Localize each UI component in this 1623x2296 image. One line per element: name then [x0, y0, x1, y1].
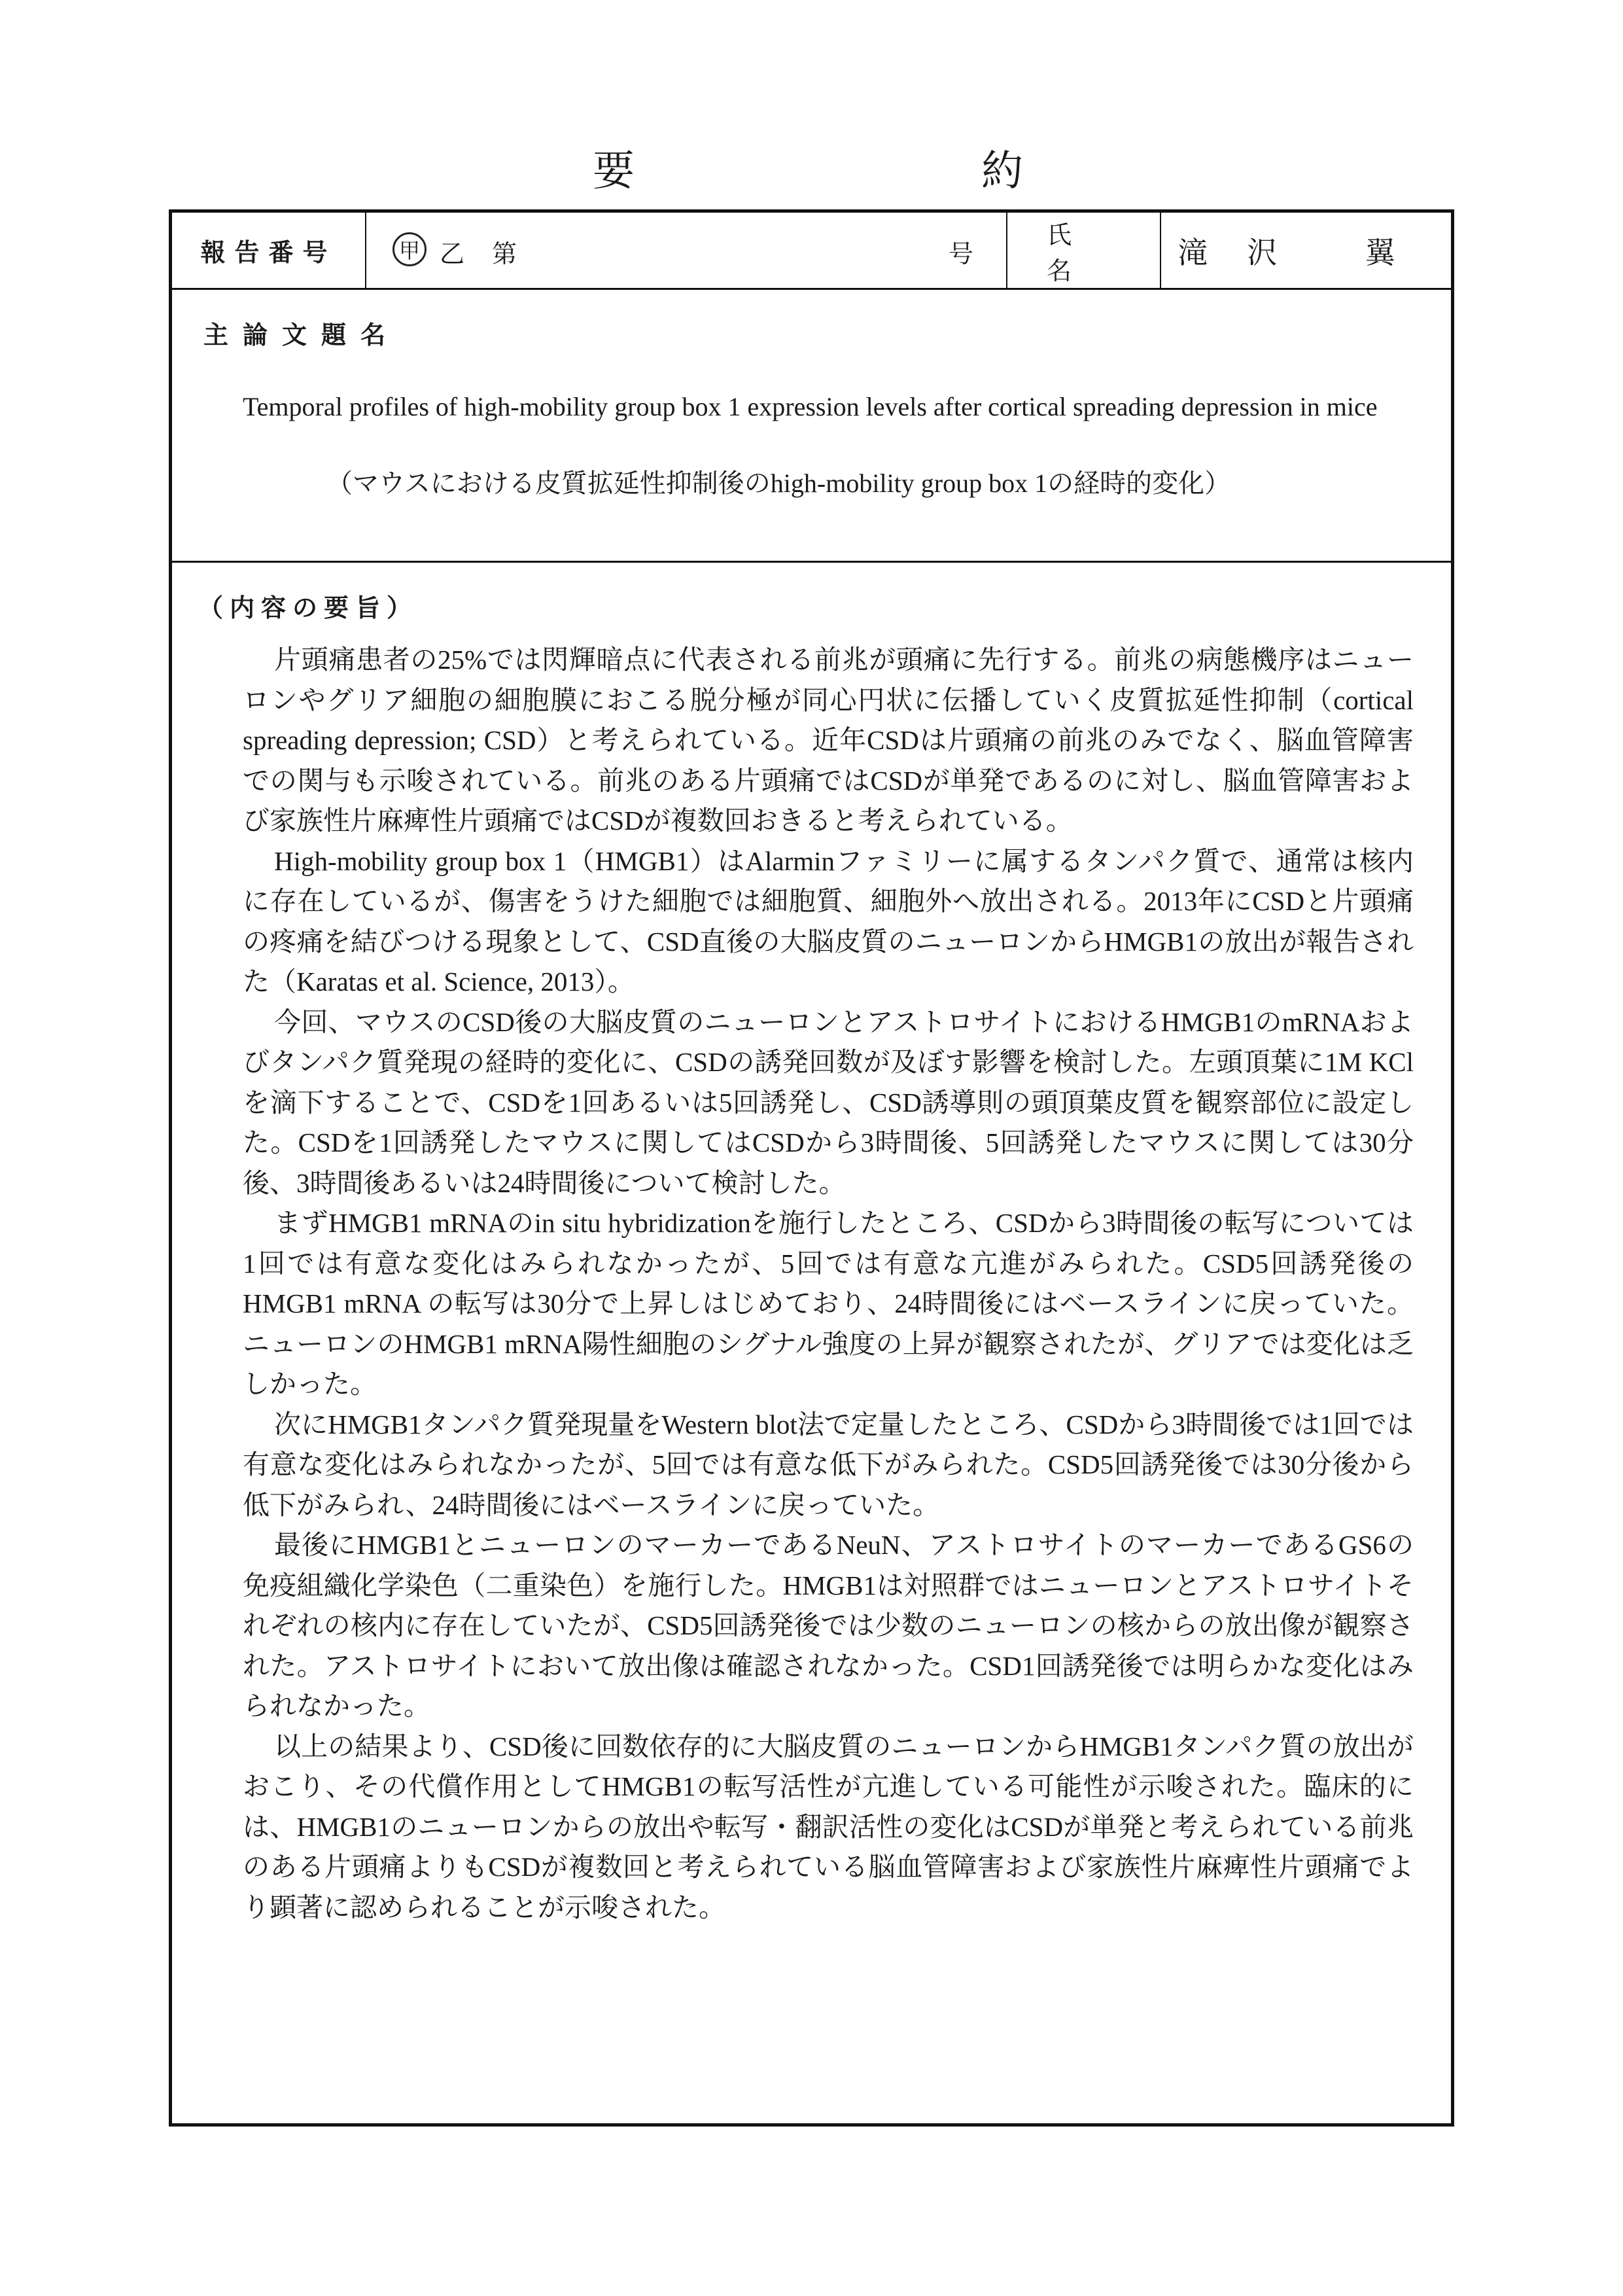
summary-paragraph: 今回、マウスのCSD後の大脳皮質のニューロンとアストロサイトにおけるHMGB1のmRNAおよびタンパク質発現の経時的変化に、CSDの誘発回数が及ぼす影響を検討した。左頭頂葉に1M KClを滴下することで、CSDを1回あるいは5回誘発し、CSD誘導則の頭頂葉皮質を観察部位に設定した。CSDを1回誘発したマウスに関してはCSDから3時間後、5回誘発したマウスに関しては30分後、3時間後あるいは24時間後について検討した。 [243, 1006, 1414, 1198]
report-number-label: 報告番号 [172, 213, 366, 288]
report-number-field [366, 213, 1007, 288]
thesis-title-japanese: （マウスにおける皮質拡延性抑制後のhigh-mobility group box 1の経時的変化） [326, 468, 1231, 498]
summary-paragraph: 次にHMGB1タンパク質発現量をWestern blot法で定量したところ、CSDから3時間後では1回では有意な変化はみられなかったが、5回では有意な低下がみられた。CSD5回誘発後では30分後から低下がみられ、24時間後にはベースラインに戻っていた。 [243, 1409, 1414, 1520]
name-label: 氏名 [1007, 213, 1161, 288]
page-title [0, 137, 1623, 209]
thesis-title-english: Temporal profiles of high-mobility group box 1 expression levels after cortical spreading depression in mice [243, 392, 1378, 421]
author-name: 滝沢 翼 [1178, 234, 1435, 270]
kou-circled-symbol: 甲 [393, 232, 427, 266]
summary-paragraph: High-mobility group box 1（HMGB1）はAlarminファミリーに属するタンパク質で、通常は核内に存在しているが、傷害をうけた細胞では細胞質、細胞外へ放出される。2013年にCSDと片頭痛の疼痛を結びつける現象として、CSD直後の大脳皮質のニューロンからHMGB1の放出が報告された（Karatas et al. Science, 2013）。 [243, 845, 1414, 997]
thesis-title-label: 主論文題名 [203, 321, 400, 349]
summary-paragraph: 最後にHMGB1とニューロンのマーカーであるNeuN、アストロサイトのマーカーであるGS6の免疫組織化学染色（二重染色）を施行した。HMGB1は対照群ではニューロンとアストロサイトそれぞれの核内に存在していたが、CSD5回誘発後では少数のニューロンの核からの放出像が観察された。アストロサイトにおいて放出像は確認されなかった。CSD1回誘発後では明らかな変化はみられなかった。 [243, 1530, 1414, 1721]
go-label: 号 [949, 239, 974, 268]
title-char-1: 要 [593, 147, 635, 196]
summary-label: （内容の要旨） [198, 593, 419, 622]
summary-body [243, 640, 1414, 1928]
dai-label: 第 [492, 239, 517, 268]
summary-paragraph: 片頭痛患者の25%では閃輝暗点に代表される前兆が頭痛に先行する。前兆の病態機序はニューロンやグリア細胞の細胞膜におこる脱分極が同心円状に伝播していく皮質拡延性抑制（cortical spreading depression; CSD）と考えられている。近年CSDは片頭痛の前兆のみでなく、脳血管障害での関与も示唆されている。前兆のある片頭痛ではCSDが単発であるのに対し、脳血管障害および家族性片麻痺性片頭痛ではCSDが複数回おきると考えられている。 [243, 645, 1414, 836]
title-char-2: 約 [981, 147, 1023, 196]
summary-paragraph: まずHMGB1 mRNAのin situ hybridizationを施行したところ、CSDから3時間後の転写については1回では有意な変化はみられなかったが、5回では有意な亢進がみられた。CSD5回誘発後のHMGB1 mRNA の転写は30分で上昇しはじめており、24時間後にはベースラインに戻っていた。ニューロンのHMGB1 mRNA陽性細胞のシグナル強度の上昇が観察されたが、グリアでは変化は乏しかった。 [243, 1208, 1414, 1399]
header-row [172, 213, 1451, 290]
thesis-title-section [172, 290, 1451, 563]
summary-form [169, 209, 1454, 2127]
otsu-symbol: 乙 [440, 239, 465, 268]
summary-paragraph: 以上の結果より、CSD後に回数依存的に大脳皮質のニューロンからHMGB1タンパク質の放出がおこり、その代償作用としてHMGB1の転写活性が亢進している可能性が示唆された。臨床的には、HMGB1のニューロンからの放出や転写・翻訳活性の変化はCSDが単発と考えられている前兆のある片頭痛よりもCSDが複数回と考えられている脳血管障害および家族性片麻痺性片頭痛でより顕著に認められることが示唆された。 [243, 1731, 1414, 1922]
